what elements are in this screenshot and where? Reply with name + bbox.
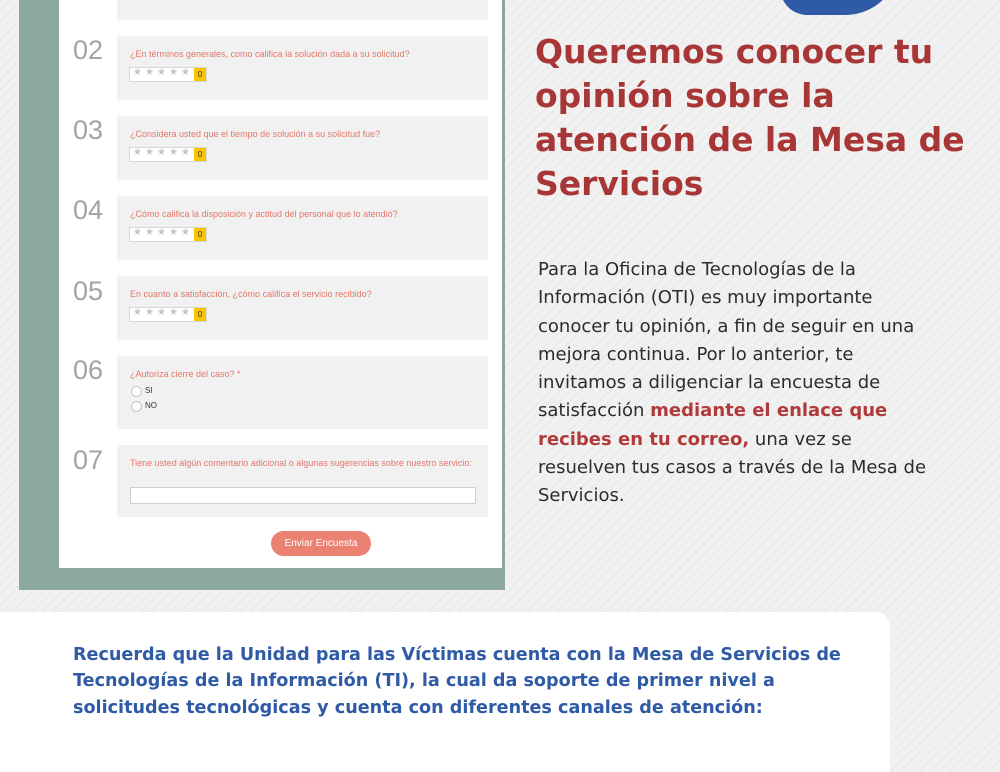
star-icon[interactable]: ★ — [157, 67, 166, 78]
intro-text: Para la Oficina de Tecnologías de la Información (OTI) es muy importante conocer tu opinión, a fin de seguir en una mejora continua. Por lo anterior, te invitamos a diligenciar la encuesta de satisfacción — [538, 259, 915, 422]
question-box — [117, 36, 488, 100]
question-box — [117, 445, 488, 517]
question-number: 04 — [73, 195, 104, 225]
star-icon[interactable]: ★ — [181, 307, 190, 318]
survey-form — [59, 0, 502, 568]
star-icon[interactable]: ★ — [181, 227, 190, 238]
page-title: Queremos conocer tu opinión sobre la atención de la Mesa de Servicios — [535, 32, 965, 203]
previous-question-box — [117, 0, 488, 20]
star-icon[interactable]: ★ — [145, 227, 154, 238]
star-rating[interactable] — [129, 67, 207, 82]
question-text: ¿Considera usted que el tiempo de solución a su solicitud fue? — [130, 129, 381, 139]
question-box — [117, 196, 488, 260]
rating-value: 0 — [194, 68, 206, 81]
question-box — [117, 116, 488, 180]
question-text: ¿Cómo califica la disposición y actitud del personal que lo atendió? — [130, 209, 398, 219]
question-number: 06 — [73, 355, 104, 385]
star-icon[interactable]: ★ — [133, 67, 142, 78]
intro-text-end: una vez se resuelven tus casos a través de la Mesa de Servicios. — [538, 428, 927, 507]
star-icon[interactable]: ★ — [169, 227, 178, 238]
question-number: 07 — [73, 445, 104, 475]
question-text: ¿Autoriza cierre del caso? * — [130, 369, 241, 379]
rating-value: 0 — [194, 308, 206, 321]
star-rating[interactable] — [129, 307, 207, 322]
star-icon[interactable]: ★ — [157, 147, 166, 158]
intro-paragraph — [538, 256, 938, 511]
rating-value: 0 — [194, 148, 206, 161]
star-icon[interactable]: ★ — [157, 307, 166, 318]
star-icon[interactable]: ★ — [133, 227, 142, 238]
star-icon[interactable]: ★ — [157, 227, 166, 238]
question-number: 03 — [73, 115, 104, 145]
star-icon[interactable]: ★ — [145, 307, 154, 318]
rating-value: 0 — [194, 228, 206, 241]
submit-survey-button[interactable]: Enviar Encuesta — [271, 531, 371, 556]
question-box — [117, 356, 488, 429]
radio-label-no: NO — [145, 401, 157, 410]
comment-input[interactable] — [130, 487, 476, 504]
star-icon[interactable]: ★ — [169, 67, 178, 78]
star-icon[interactable]: ★ — [169, 307, 178, 318]
star-icon[interactable]: ★ — [133, 307, 142, 318]
star-icon[interactable]: ★ — [169, 147, 178, 158]
star-icon[interactable]: ★ — [145, 67, 154, 78]
star-icon[interactable]: ★ — [181, 67, 190, 78]
star-rating[interactable] — [129, 227, 207, 242]
info-card — [0, 612, 890, 772]
decorative-blue-shape — [780, 0, 900, 15]
question-text: En cuanto a satisfacción, ¿cómo califica el servicio recibido? — [130, 289, 372, 299]
radio-si[interactable] — [131, 386, 142, 397]
question-box — [117, 276, 488, 340]
question-number: 05 — [73, 276, 104, 306]
question-text: ¿En términos generales, como califica la solución dada a su solicitud? — [130, 49, 410, 59]
radio-no[interactable] — [131, 401, 142, 412]
question-text: Tiene usted algún comentario adicional o algunas sugerencias sobre nuestro servicio: — [130, 458, 472, 468]
survey-screenshot-frame — [19, 0, 505, 590]
star-rating[interactable] — [129, 147, 207, 162]
star-icon[interactable]: ★ — [145, 147, 154, 158]
radio-label-si: SI — [145, 386, 153, 395]
star-icon[interactable]: ★ — [181, 147, 190, 158]
question-number: 02 — [73, 35, 104, 65]
star-icon[interactable]: ★ — [133, 147, 142, 158]
info-card-text: Recuerda que la Unidad para las Víctimas cuenta con la Mesa de Servicios de Tecnologías de la Información (TI), la cual da soporte de primer nivel a solicitudes tecnológicas y cuenta con diferentes canales de atención: — [73, 645, 841, 718]
intro-highlight: mediante el enlace que recibes en tu correo, — [538, 400, 888, 450]
